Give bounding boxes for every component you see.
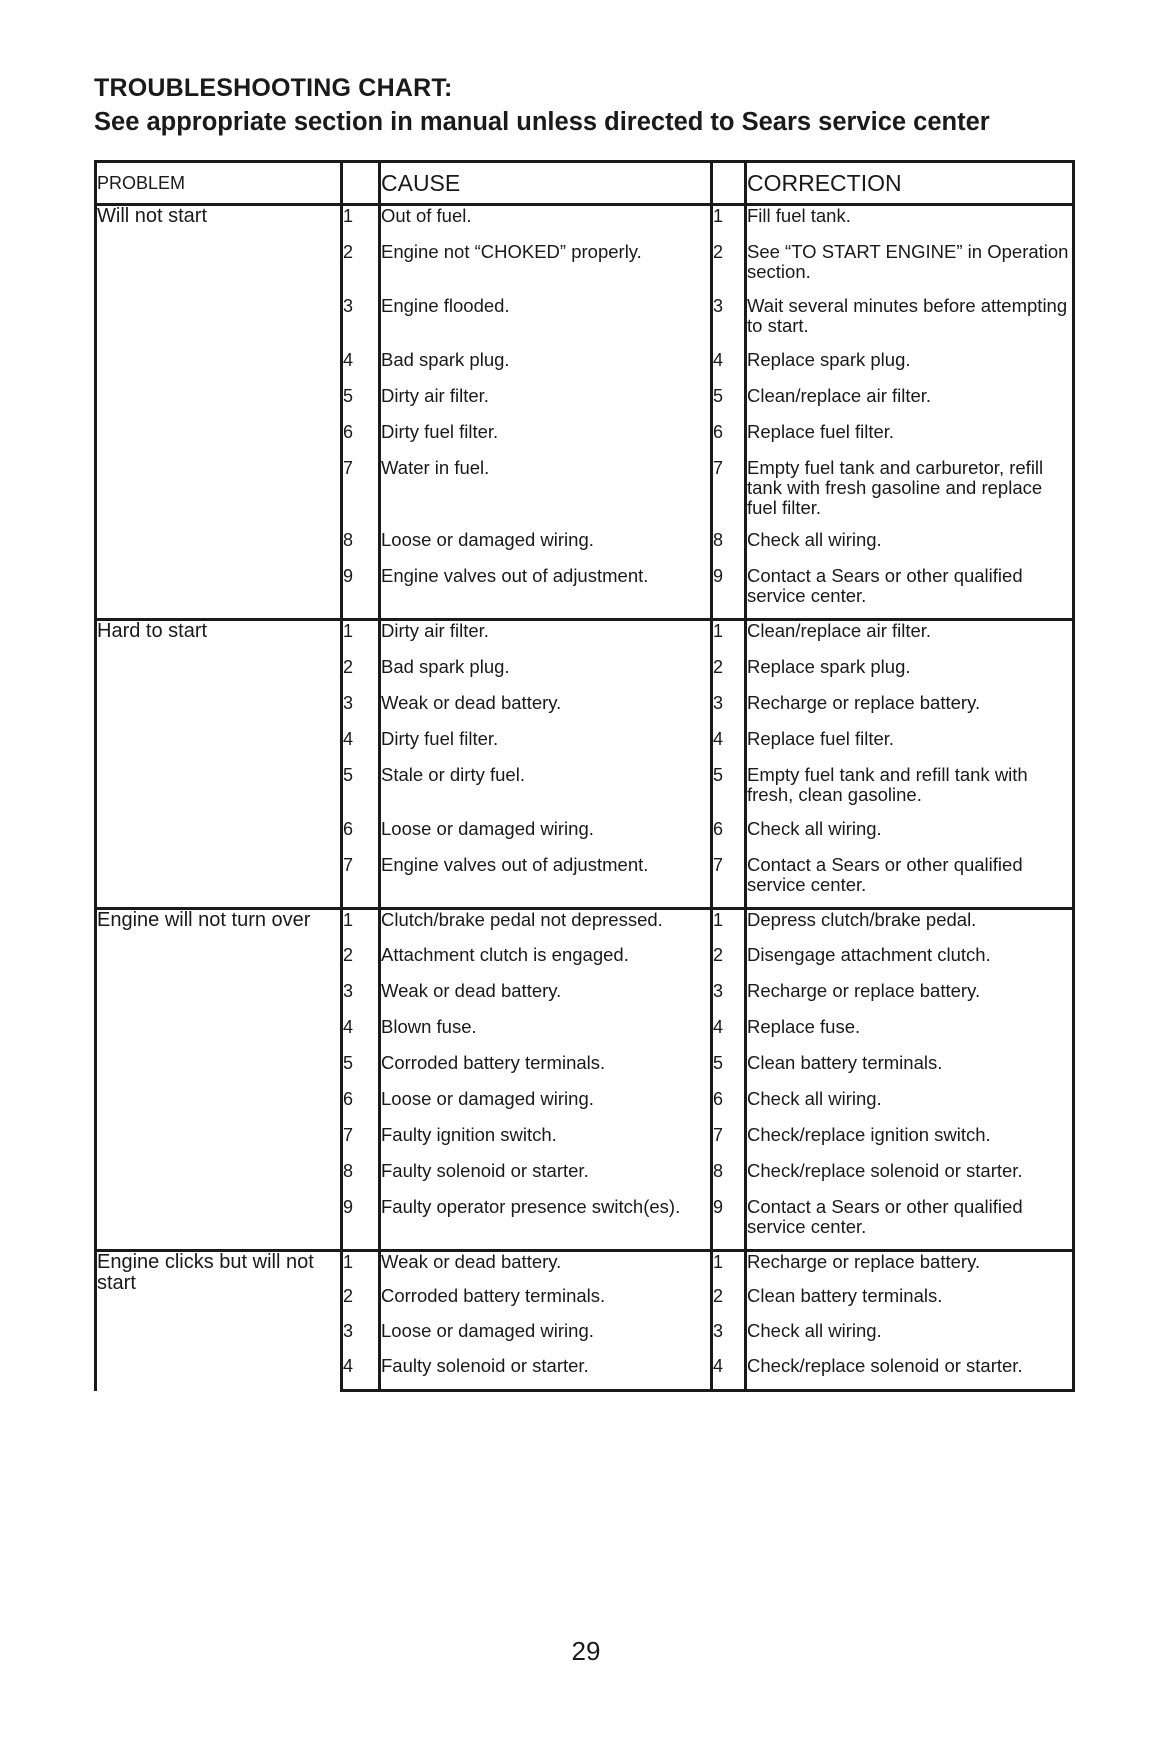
correction-cell: Check/replace ignition switch.: [746, 1125, 1074, 1161]
correction-number: 2: [712, 657, 746, 693]
correction-number: 4: [712, 1017, 746, 1053]
correction-number: 2: [712, 242, 746, 296]
correction-cell: Replace fuel filter.: [746, 729, 1074, 765]
correction-cell: Replace spark plug.: [746, 657, 1074, 693]
cause-number: 2: [342, 657, 380, 693]
cause-cell: Bad spark plug.: [380, 657, 712, 693]
correction-number: 6: [712, 819, 746, 855]
correction-cell: See “TO START ENGINE” in Operation section.: [746, 242, 1074, 296]
cause-cell: Loose or damaged wiring.: [380, 530, 712, 566]
cause-cell: Faulty ignition switch.: [380, 1125, 712, 1161]
cause-number: 5: [342, 386, 380, 422]
cause-cell: Engine flooded.: [380, 296, 712, 350]
cause-number: 5: [342, 1053, 380, 1089]
cause-number: 1: [342, 1251, 380, 1286]
correction-number: 7: [712, 458, 746, 530]
correction-cell: Check/replace solenoid or starter.: [746, 1161, 1074, 1197]
page-number: 29: [571, 1636, 601, 1666]
correction-number: 5: [712, 1053, 746, 1089]
correction-cell: Clean/replace air filter.: [746, 620, 1074, 657]
cause-cell: Blown fuse.: [380, 1017, 712, 1053]
correction-number: 6: [712, 1089, 746, 1125]
cause-cell: Weak or dead battery.: [380, 693, 712, 729]
cause-number: 2: [342, 1286, 380, 1321]
cause-cell: Out of fuel.: [380, 205, 712, 242]
cause-cell: Stale or dirty fuel.: [380, 765, 712, 819]
correction-number: 1: [712, 909, 746, 945]
correction-column-header: CORRECTION: [746, 162, 1074, 205]
correction-number: 4: [712, 1356, 746, 1391]
cause-number: 7: [342, 458, 380, 530]
cause-number: 6: [342, 819, 380, 855]
cause-cell: Loose or damaged wiring.: [380, 1321, 712, 1356]
cause-number: 8: [342, 1161, 380, 1197]
cause-number: 5: [342, 765, 380, 819]
table-row: [96, 205, 1074, 242]
correction-cell: Wait several minutes before attempting to start.: [746, 296, 1074, 350]
table-row: [96, 620, 1074, 657]
cause-cell: Dirty air filter.: [380, 620, 712, 657]
correction-cell: Clean/replace air filter.: [746, 386, 1074, 422]
cause-number: 9: [342, 1197, 380, 1251]
correction-cell: Check all wiring.: [746, 1089, 1074, 1125]
correction-number: 5: [712, 765, 746, 819]
correction-cell: Check/replace solenoid or starter.: [746, 1356, 1074, 1391]
cause-cell: Attachment clutch is engaged.: [380, 945, 712, 981]
problem-cell: Will not start: [96, 205, 342, 620]
correction-number: 3: [712, 1321, 746, 1356]
correction-cell: Clean battery terminals.: [746, 1286, 1074, 1321]
table-row: [96, 1251, 1074, 1286]
cause-cell: Dirty fuel filter.: [380, 422, 712, 458]
problem-cell: Engine clicks but will not start: [96, 1251, 342, 1391]
table-header-row: [96, 162, 1074, 205]
correction-cell: Recharge or replace battery.: [746, 981, 1074, 1017]
cause-number: 3: [342, 981, 380, 1017]
cause-number: 3: [342, 296, 380, 350]
correction-cell: Empty fuel tank and carburetor, refill tank with fresh gasoline and replace fuel filter.: [746, 458, 1074, 530]
cause-number: 1: [342, 205, 380, 242]
correction-cell: Check all wiring.: [746, 530, 1074, 566]
cause-number: 4: [342, 350, 380, 386]
problem-cell: Engine will not turn over: [96, 909, 342, 1251]
cause-number: 4: [342, 729, 380, 765]
cause-number: 9: [342, 566, 380, 620]
correction-number: 8: [712, 1161, 746, 1197]
correction-cell: Contact a Sears or other qualified service center.: [746, 855, 1074, 909]
correction-number: 3: [712, 296, 746, 350]
cause-column-header: CAUSE: [380, 162, 712, 205]
correction-cell: Check all wiring.: [746, 1321, 1074, 1356]
cause-cell: Faulty solenoid or starter.: [380, 1356, 712, 1391]
cause-number: 1: [342, 909, 380, 945]
table-body: [96, 205, 1074, 1391]
correction-number: 6: [712, 422, 746, 458]
correction-number: 7: [712, 855, 746, 909]
cause-cell: Faulty solenoid or starter.: [380, 1161, 712, 1197]
correction-number: 3: [712, 981, 746, 1017]
correction-number: 9: [712, 566, 746, 620]
cause-number: 4: [342, 1017, 380, 1053]
correction-number: 8: [712, 530, 746, 566]
cause-number: 4: [342, 1356, 380, 1391]
cause-cell: Engine not “CHOKED” properly.: [380, 242, 712, 296]
correction-cell: Clean battery terminals.: [746, 1053, 1074, 1089]
cause-number: 3: [342, 693, 380, 729]
correction-number: 1: [712, 1251, 746, 1286]
correction-cell: Check all wiring.: [746, 819, 1074, 855]
cause-cell: Clutch/brake pedal not depressed.: [380, 909, 712, 945]
cause-cell: Corroded battery terminals.: [380, 1286, 712, 1321]
cause-cell: Bad spark plug.: [380, 350, 712, 386]
correction-cell: Recharge or replace battery.: [746, 693, 1074, 729]
correction-number: 4: [712, 729, 746, 765]
cause-cell: Dirty fuel filter.: [380, 729, 712, 765]
correction-cell: Empty fuel tank and refill tank with fresh, clean gasoline.: [746, 765, 1074, 819]
page-subtitle: See appropriate section in manual unless directed to Sears service center: [94, 108, 990, 136]
correction-number: 7: [712, 1125, 746, 1161]
correction-number: 4: [712, 350, 746, 386]
cause-cell: Water in fuel.: [380, 458, 712, 530]
table-row: [96, 909, 1074, 945]
correction-cell: Replace fuel filter.: [746, 422, 1074, 458]
cause-number: 6: [342, 422, 380, 458]
correction-number: 5: [712, 386, 746, 422]
cause-number: 7: [342, 855, 380, 909]
correction-cell: Contact a Sears or other qualified service center.: [746, 1197, 1074, 1251]
correction-number: 1: [712, 205, 746, 242]
cause-number: 2: [342, 945, 380, 981]
problem-column-header: PROBLEM: [96, 162, 342, 205]
troubleshooting-table: [94, 160, 1075, 1392]
cause-cell: Loose or damaged wiring.: [380, 1089, 712, 1125]
cause-cell: Faulty operator presence switch(es).: [380, 1197, 712, 1251]
correction-number: 1: [712, 620, 746, 657]
cause-number: 2: [342, 242, 380, 296]
correction-number: 2: [712, 1286, 746, 1321]
cause-cell: Dirty air filter.: [380, 386, 712, 422]
correction-cell: Contact a Sears or other qualified service center.: [746, 566, 1074, 620]
cause-number: 3: [342, 1321, 380, 1356]
cause-number: 7: [342, 1125, 380, 1161]
cause-number: 6: [342, 1089, 380, 1125]
correction-cell: Replace spark plug.: [746, 350, 1074, 386]
cause-number-column-header: [342, 162, 380, 205]
cause-number: 8: [342, 530, 380, 566]
correction-cell: Recharge or replace battery.: [746, 1251, 1074, 1286]
correction-cell: Depress clutch/brake pedal.: [746, 909, 1074, 945]
cause-cell: Engine valves out of adjustment.: [380, 855, 712, 909]
correction-number: 2: [712, 945, 746, 981]
cause-cell: Loose or damaged wiring.: [380, 819, 712, 855]
cause-cell: Weak or dead battery.: [380, 1251, 712, 1286]
cause-number: 1: [342, 620, 380, 657]
page-title: TROUBLESHOOTING CHART:: [94, 74, 453, 102]
correction-cell: Fill fuel tank.: [746, 205, 1074, 242]
cause-cell: Engine valves out of adjustment.: [380, 566, 712, 620]
correction-number: 3: [712, 693, 746, 729]
correction-number: 9: [712, 1197, 746, 1251]
correction-cell: Replace fuse.: [746, 1017, 1074, 1053]
correction-number-column-header: [712, 162, 746, 205]
correction-cell: Disengage attachment clutch.: [746, 945, 1074, 981]
cause-cell: Corroded battery terminals.: [380, 1053, 712, 1089]
problem-cell: Hard to start: [96, 620, 342, 909]
cause-cell: Weak or dead battery.: [380, 981, 712, 1017]
